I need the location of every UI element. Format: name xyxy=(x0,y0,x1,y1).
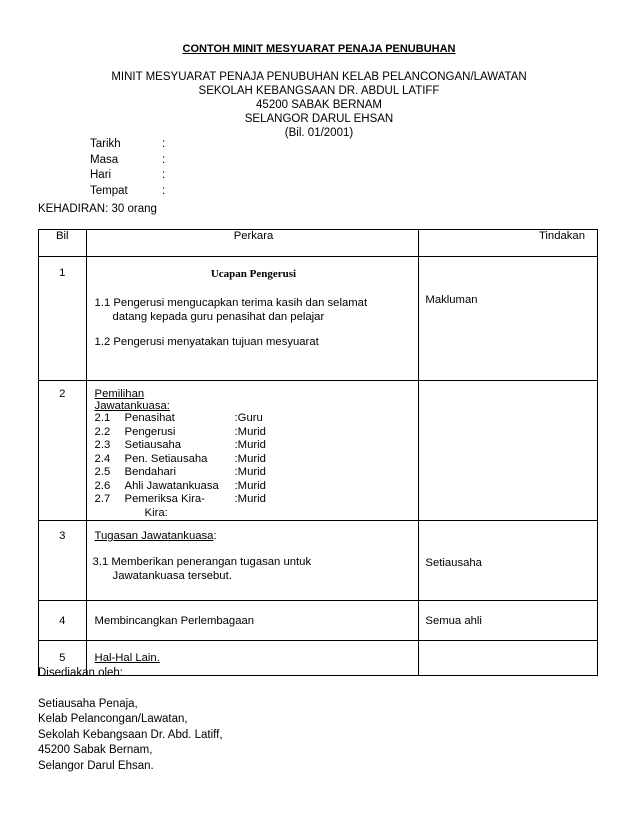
agenda-item-text: datang kepada guru penasihat dan pelajar xyxy=(112,311,325,323)
header-line: MINIT MESYUARAT PENAJA PENUBUHAN KELAB PELANCONGAN/LAWATAN xyxy=(111,71,527,83)
meta-row-hari xyxy=(90,168,165,184)
agenda-heading: Pemilihan xyxy=(94,388,145,400)
agenda-heading: Tugasan Jawatankuasa xyxy=(94,530,214,542)
table-row xyxy=(39,601,598,641)
prepared-by-label: Disediakan oleh: xyxy=(38,667,124,679)
footer-line: 45200 Sabak Bernam, xyxy=(38,744,153,756)
minutes-table xyxy=(38,229,598,676)
list-item: 2.5 Bendahari :Murid xyxy=(94,466,266,478)
footer-line: Selangor Darul Ehsan. xyxy=(38,759,154,772)
table-row: 3 Tugasan Jawatankuasa: 3.1 Memberikan penerangan tugasan untuk Jawatankuasa tersebut. Setiausaha xyxy=(39,521,598,601)
agenda-heading: Jawatankuasa: xyxy=(94,400,170,412)
footer-line: Kelab Pelancongan/Lawatan, xyxy=(38,713,188,725)
meta-separator: : xyxy=(162,138,166,150)
meta-label: Tarikh xyxy=(90,138,121,150)
meeting-header xyxy=(0,70,638,140)
list-item: 2.2 Pengerusi :Murid xyxy=(94,425,266,438)
header-line: (Bil. 01/2001) xyxy=(284,127,354,139)
header-line: SEKOLAH KEBANGSAAN DR. ABDUL LATIFF xyxy=(198,85,440,97)
prepared-by-block xyxy=(38,666,223,774)
attendance-line: KEHADIRAN: 30 orang xyxy=(38,203,157,215)
list-item: 2.1 Penasihat :Guru xyxy=(94,412,263,424)
header-line: SELANGOR DARUL EHSAN xyxy=(244,113,394,125)
row-number: 4 xyxy=(39,601,87,641)
footer-line: Setiausaha Penaja, xyxy=(38,697,138,710)
row-number: 5 xyxy=(39,641,87,676)
action-text: Setiausaha xyxy=(425,557,482,569)
header-line: 45200 SABAK BERNAM xyxy=(256,99,382,111)
meta-row-tarikh xyxy=(90,137,165,153)
meta-label: Hari xyxy=(90,169,112,181)
row-number: 3 xyxy=(59,530,66,542)
table-row xyxy=(39,257,598,381)
agenda-item-text: Jawatankuasa tersebut. xyxy=(112,570,232,582)
row-number: 2 xyxy=(59,388,66,400)
meta-label: Tempat xyxy=(90,184,128,197)
meeting-meta xyxy=(90,137,165,199)
list-item: 2.4 Pen. Setiausaha :Murid xyxy=(94,452,266,465)
agenda-item-text: 1.2 Pengerusi menyatakan tujuan mesyuarat xyxy=(94,336,319,348)
agenda-item-text: 1.1 Pengerusi mengucapkan terima kasih dan selamat xyxy=(94,297,368,309)
meta-separator: : xyxy=(162,169,166,181)
table-row xyxy=(39,381,598,521)
column-header-tindakan: Tindakan xyxy=(419,230,598,257)
footer-line: Sekolah Kebangsaan Dr. Abd. Latiff, xyxy=(38,728,223,741)
agenda-item-text: Membincangkan Perlembagaan xyxy=(86,601,419,641)
meta-row-tempat xyxy=(90,184,165,200)
action-text: Makluman xyxy=(425,294,478,306)
column-header-bil: Bil xyxy=(39,230,87,257)
committee-list xyxy=(95,412,413,520)
row-number: 1 xyxy=(59,267,66,279)
meta-separator: : xyxy=(162,184,166,197)
agenda-item-text: 3.1 Memberikan penerangan tugasan untuk xyxy=(92,556,312,568)
meta-row-masa xyxy=(90,153,165,169)
action-text: Semua ahli xyxy=(419,601,598,641)
list-item: 2.7 Pemeriksa Kira- :Murid xyxy=(94,493,266,505)
column-header-perkara: Perkara xyxy=(86,230,419,257)
list-item: 2.3 Setiausaha :Murid xyxy=(94,439,266,451)
list-item: 2.6 Ahli Jawatankuasa :Murid xyxy=(94,479,266,492)
agenda-heading: Ucapan Pengerusi xyxy=(210,268,297,280)
list-item: Kira: xyxy=(144,506,168,519)
table-header-row xyxy=(39,230,598,257)
meta-separator: : xyxy=(162,153,166,166)
meta-label: Masa xyxy=(90,153,119,166)
document-title: CONTOH MINIT MESYUARAT PENAJA PENUBUHAN xyxy=(182,43,456,55)
agenda-heading: Hal-Hal Lain. xyxy=(86,641,419,676)
